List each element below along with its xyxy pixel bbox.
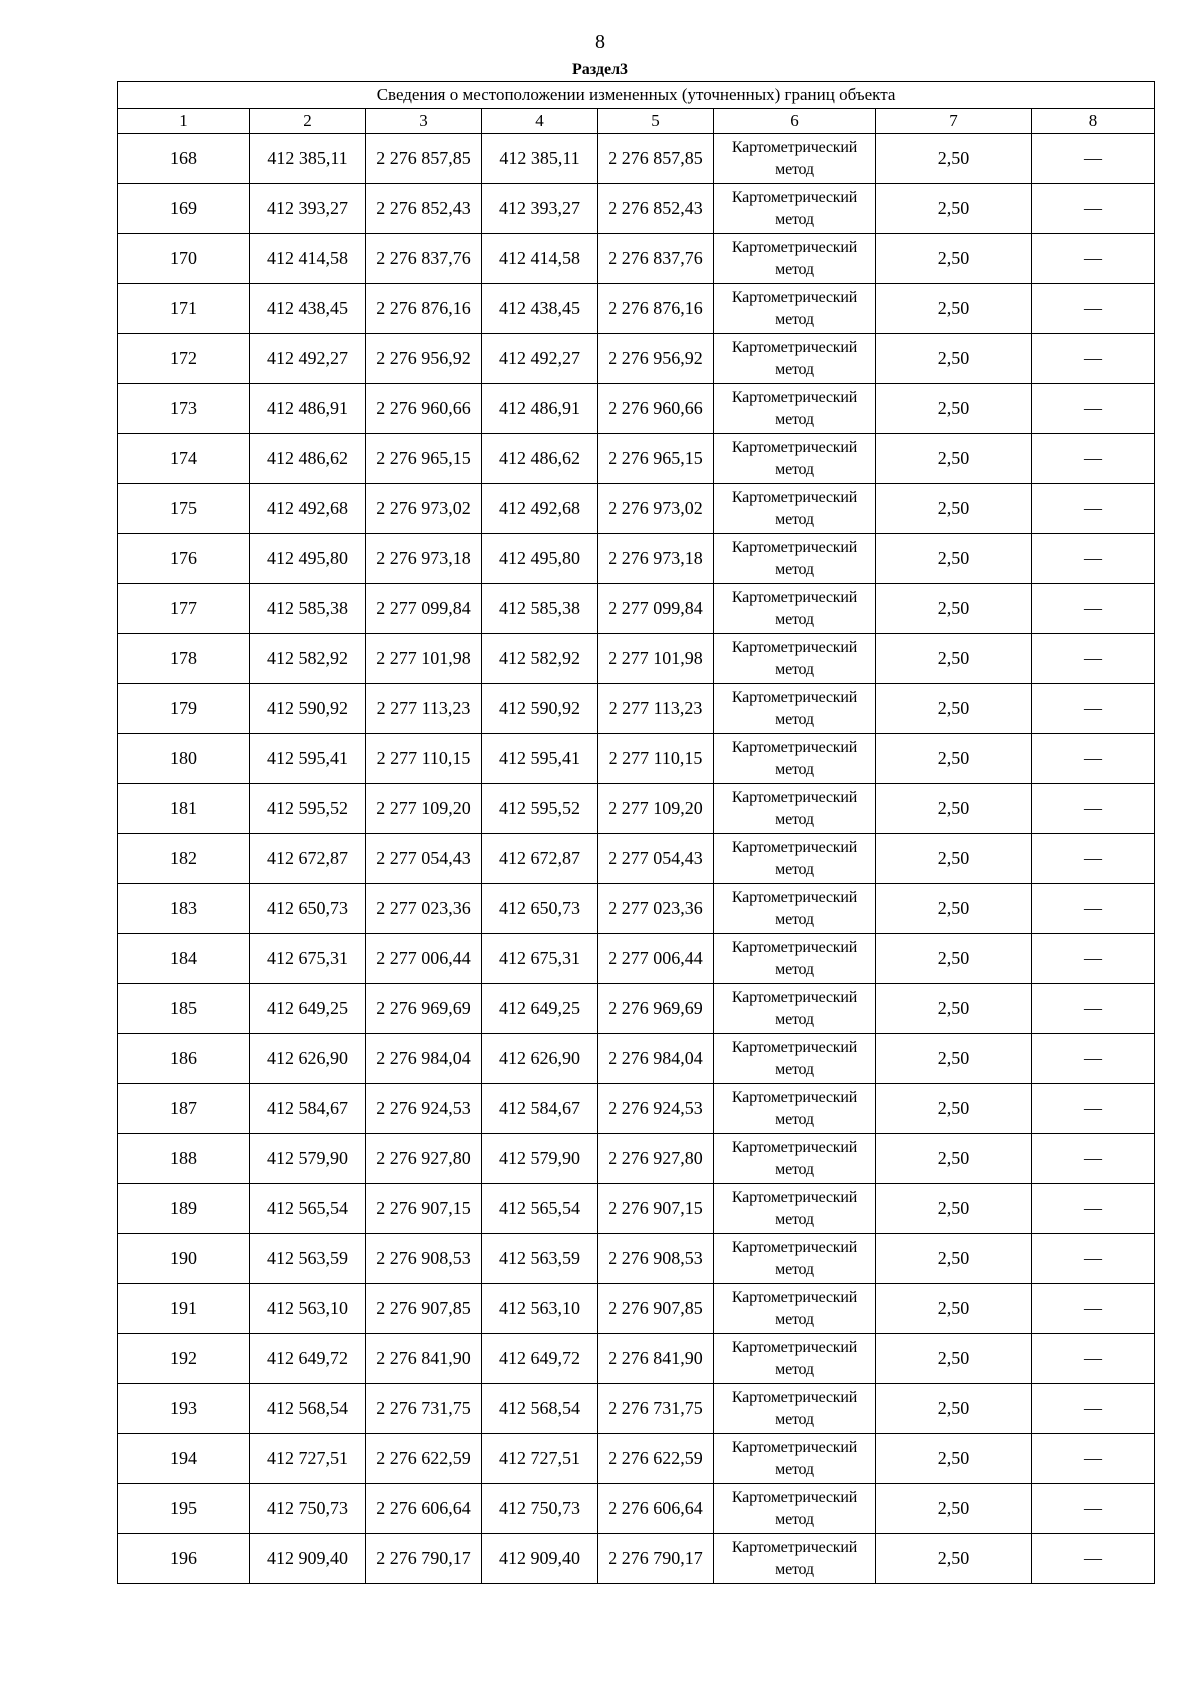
table-row bbox=[118, 384, 1155, 434]
column-number-cell: 2 bbox=[250, 109, 366, 134]
method-cell: Картометрический метод bbox=[714, 1334, 876, 1384]
description-cell: — bbox=[1032, 584, 1155, 634]
description-cell: — bbox=[1032, 1134, 1155, 1184]
point-number-cell: 191 bbox=[118, 1284, 250, 1334]
new-y-coordinate-cell: 2 277 099,84 bbox=[598, 584, 714, 634]
method-cell: Картометрический метод bbox=[714, 284, 876, 334]
new-y-coordinate-cell: 2 277 110,15 bbox=[598, 734, 714, 784]
table-row bbox=[118, 584, 1155, 634]
table-row bbox=[118, 1184, 1155, 1234]
new-x-coordinate-cell: 412 595,52 bbox=[482, 784, 598, 834]
new-y-coordinate-cell: 2 276 960,66 bbox=[598, 384, 714, 434]
point-number-cell: 189 bbox=[118, 1184, 250, 1234]
table-row bbox=[118, 334, 1155, 384]
method-cell: Картометрический метод bbox=[714, 1234, 876, 1284]
boundary-coordinates-table bbox=[117, 81, 1155, 1584]
y-coordinate-cell: 2 276 841,90 bbox=[366, 1334, 482, 1384]
point-number-cell: 176 bbox=[118, 534, 250, 584]
y-coordinate-cell: 2 276 927,80 bbox=[366, 1134, 482, 1184]
point-number-cell: 175 bbox=[118, 484, 250, 534]
x-coordinate-cell: 412 626,90 bbox=[250, 1034, 366, 1084]
column-number-cell: 5 bbox=[598, 109, 714, 134]
description-cell: — bbox=[1032, 234, 1155, 284]
column-number-cell: 4 bbox=[482, 109, 598, 134]
y-coordinate-cell: 2 276 984,04 bbox=[366, 1034, 482, 1084]
x-coordinate-cell: 412 438,45 bbox=[250, 284, 366, 334]
accuracy-cell: 2,50 bbox=[876, 334, 1032, 384]
method-cell: Картометрический метод bbox=[714, 184, 876, 234]
description-cell: — bbox=[1032, 534, 1155, 584]
new-x-coordinate-cell: 412 563,59 bbox=[482, 1234, 598, 1284]
table-row bbox=[118, 284, 1155, 334]
method-cell: Картометрический метод bbox=[714, 384, 876, 434]
table-title: Сведения о местоположении измененных (уточненных) границ объекта bbox=[118, 82, 1155, 109]
y-coordinate-cell: 2 276 837,76 bbox=[366, 234, 482, 284]
point-number-cell: 181 bbox=[118, 784, 250, 834]
y-coordinate-cell: 2 276 857,85 bbox=[366, 134, 482, 184]
point-number-cell: 173 bbox=[118, 384, 250, 434]
y-coordinate-cell: 2 276 876,16 bbox=[366, 284, 482, 334]
point-number-cell: 196 bbox=[118, 1534, 250, 1584]
y-coordinate-cell: 2 276 908,53 bbox=[366, 1234, 482, 1284]
y-coordinate-cell: 2 276 973,02 bbox=[366, 484, 482, 534]
point-number-cell: 172 bbox=[118, 334, 250, 384]
x-coordinate-cell: 412 486,91 bbox=[250, 384, 366, 434]
description-cell: — bbox=[1032, 184, 1155, 234]
new-x-coordinate-cell: 412 568,54 bbox=[482, 1384, 598, 1434]
point-number-cell: 187 bbox=[118, 1084, 250, 1134]
table-row bbox=[118, 634, 1155, 684]
new-y-coordinate-cell: 2 276 908,53 bbox=[598, 1234, 714, 1284]
new-y-coordinate-cell: 2 276 837,76 bbox=[598, 234, 714, 284]
description-cell: — bbox=[1032, 934, 1155, 984]
table-row bbox=[118, 1434, 1155, 1484]
description-cell: — bbox=[1032, 384, 1155, 434]
accuracy-cell: 2,50 bbox=[876, 1534, 1032, 1584]
table-row bbox=[118, 234, 1155, 284]
new-y-coordinate-cell: 2 276 956,92 bbox=[598, 334, 714, 384]
description-cell: — bbox=[1032, 1334, 1155, 1384]
new-y-coordinate-cell: 2 276 973,18 bbox=[598, 534, 714, 584]
description-cell: — bbox=[1032, 434, 1155, 484]
method-cell: Картометрический метод bbox=[714, 1034, 876, 1084]
point-number-cell: 186 bbox=[118, 1034, 250, 1084]
y-coordinate-cell: 2 276 973,18 bbox=[366, 534, 482, 584]
new-x-coordinate-cell: 412 649,72 bbox=[482, 1334, 598, 1384]
point-number-cell: 194 bbox=[118, 1434, 250, 1484]
y-coordinate-cell: 2 276 790,17 bbox=[366, 1534, 482, 1584]
point-number-cell: 180 bbox=[118, 734, 250, 784]
x-coordinate-cell: 412 595,41 bbox=[250, 734, 366, 784]
point-number-cell: 171 bbox=[118, 284, 250, 334]
accuracy-cell: 2,50 bbox=[876, 1084, 1032, 1134]
table-row bbox=[118, 484, 1155, 534]
description-cell: — bbox=[1032, 1384, 1155, 1434]
table-body bbox=[118, 134, 1155, 1584]
new-y-coordinate-cell: 2 276 965,15 bbox=[598, 434, 714, 484]
description-cell: — bbox=[1032, 984, 1155, 1034]
description-cell: — bbox=[1032, 884, 1155, 934]
accuracy-cell: 2,50 bbox=[876, 834, 1032, 884]
point-number-cell: 170 bbox=[118, 234, 250, 284]
point-number-cell: 195 bbox=[118, 1484, 250, 1534]
accuracy-cell: 2,50 bbox=[876, 784, 1032, 834]
method-cell: Картометрический метод bbox=[714, 484, 876, 534]
y-coordinate-cell: 2 276 852,43 bbox=[366, 184, 482, 234]
y-coordinate-cell: 2 277 109,20 bbox=[366, 784, 482, 834]
point-number-cell: 168 bbox=[118, 134, 250, 184]
new-y-coordinate-cell: 2 276 907,85 bbox=[598, 1284, 714, 1334]
new-x-coordinate-cell: 412 492,27 bbox=[482, 334, 598, 384]
section-title: Раздел3 bbox=[571, 61, 629, 78]
method-cell: Картометрический метод bbox=[714, 834, 876, 884]
accuracy-cell: 2,50 bbox=[876, 434, 1032, 484]
y-coordinate-cell: 2 277 110,15 bbox=[366, 734, 482, 784]
point-number-cell: 190 bbox=[118, 1234, 250, 1284]
new-y-coordinate-cell: 2 276 731,75 bbox=[598, 1384, 714, 1434]
accuracy-cell: 2,50 bbox=[876, 884, 1032, 934]
description-cell: — bbox=[1032, 1434, 1155, 1484]
x-coordinate-cell: 412 649,25 bbox=[250, 984, 366, 1034]
x-coordinate-cell: 412 414,58 bbox=[250, 234, 366, 284]
accuracy-cell: 2,50 bbox=[876, 184, 1032, 234]
new-x-coordinate-cell: 412 727,51 bbox=[482, 1434, 598, 1484]
method-cell: Картометрический метод bbox=[714, 634, 876, 684]
table-row bbox=[118, 684, 1155, 734]
y-coordinate-cell: 2 276 956,92 bbox=[366, 334, 482, 384]
table-row bbox=[118, 1534, 1155, 1584]
x-coordinate-cell: 412 492,68 bbox=[250, 484, 366, 534]
y-coordinate-cell: 2 277 054,43 bbox=[366, 834, 482, 884]
accuracy-cell: 2,50 bbox=[876, 734, 1032, 784]
table-row bbox=[118, 1284, 1155, 1334]
y-coordinate-cell: 2 276 731,75 bbox=[366, 1384, 482, 1434]
new-y-coordinate-cell: 2 277 101,98 bbox=[598, 634, 714, 684]
y-coordinate-cell: 2 277 101,98 bbox=[366, 634, 482, 684]
new-y-coordinate-cell: 2 276 841,90 bbox=[598, 1334, 714, 1384]
x-coordinate-cell: 412 649,72 bbox=[250, 1334, 366, 1384]
table-row bbox=[118, 134, 1155, 184]
table-row bbox=[118, 1484, 1155, 1534]
table-row bbox=[118, 734, 1155, 784]
point-number-cell: 179 bbox=[118, 684, 250, 734]
y-coordinate-cell: 2 276 969,69 bbox=[366, 984, 482, 1034]
accuracy-cell: 2,50 bbox=[876, 684, 1032, 734]
column-number-cell: 3 bbox=[366, 109, 482, 134]
method-cell: Картометрический метод bbox=[714, 934, 876, 984]
description-cell: — bbox=[1032, 834, 1155, 884]
accuracy-cell: 2,50 bbox=[876, 534, 1032, 584]
point-number-cell: 184 bbox=[118, 934, 250, 984]
column-number-cell: 6 bbox=[714, 109, 876, 134]
method-cell: Картометрический метод bbox=[714, 134, 876, 184]
point-number-cell: 188 bbox=[118, 1134, 250, 1184]
description-cell: — bbox=[1032, 1234, 1155, 1284]
accuracy-cell: 2,50 bbox=[876, 234, 1032, 284]
point-number-cell: 174 bbox=[118, 434, 250, 484]
new-y-coordinate-cell: 2 277 023,36 bbox=[598, 884, 714, 934]
new-x-coordinate-cell: 412 565,54 bbox=[482, 1184, 598, 1234]
description-cell: — bbox=[1032, 334, 1155, 384]
method-cell: Картометрический метод bbox=[714, 584, 876, 634]
accuracy-cell: 2,50 bbox=[876, 134, 1032, 184]
method-cell: Картометрический метод bbox=[714, 1284, 876, 1334]
y-coordinate-cell: 2 276 907,15 bbox=[366, 1184, 482, 1234]
x-coordinate-cell: 412 393,27 bbox=[250, 184, 366, 234]
column-number-cell: 7 bbox=[876, 109, 1032, 134]
method-cell: Картометрический метод bbox=[714, 334, 876, 384]
new-y-coordinate-cell: 2 277 006,44 bbox=[598, 934, 714, 984]
method-cell: Картометрический метод bbox=[714, 1534, 876, 1584]
new-x-coordinate-cell: 412 579,90 bbox=[482, 1134, 598, 1184]
method-cell: Картометрический метод bbox=[714, 534, 876, 584]
x-coordinate-cell: 412 565,54 bbox=[250, 1184, 366, 1234]
new-y-coordinate-cell: 2 276 852,43 bbox=[598, 184, 714, 234]
new-x-coordinate-cell: 412 626,90 bbox=[482, 1034, 598, 1084]
new-y-coordinate-cell: 2 276 857,85 bbox=[598, 134, 714, 184]
new-x-coordinate-cell: 412 414,58 bbox=[482, 234, 598, 284]
x-coordinate-cell: 412 584,67 bbox=[250, 1084, 366, 1134]
x-coordinate-cell: 412 590,92 bbox=[250, 684, 366, 734]
point-number-cell: 185 bbox=[118, 984, 250, 1034]
table-row bbox=[118, 934, 1155, 984]
new-x-coordinate-cell: 412 486,91 bbox=[482, 384, 598, 434]
point-number-cell: 183 bbox=[118, 884, 250, 934]
table-row bbox=[118, 984, 1155, 1034]
x-coordinate-cell: 412 582,92 bbox=[250, 634, 366, 684]
method-cell: Картометрический метод bbox=[714, 1084, 876, 1134]
description-cell: — bbox=[1032, 684, 1155, 734]
y-coordinate-cell: 2 276 965,15 bbox=[366, 434, 482, 484]
accuracy-cell: 2,50 bbox=[876, 1484, 1032, 1534]
point-number-cell: 177 bbox=[118, 584, 250, 634]
x-coordinate-cell: 412 727,51 bbox=[250, 1434, 366, 1484]
y-coordinate-cell: 2 276 960,66 bbox=[366, 384, 482, 434]
table-row bbox=[118, 1134, 1155, 1184]
new-x-coordinate-cell: 412 495,80 bbox=[482, 534, 598, 584]
new-x-coordinate-cell: 412 675,31 bbox=[482, 934, 598, 984]
table-row bbox=[118, 1034, 1155, 1084]
method-cell: Картометрический метод bbox=[714, 684, 876, 734]
accuracy-cell: 2,50 bbox=[876, 1434, 1032, 1484]
new-x-coordinate-cell: 412 584,67 bbox=[482, 1084, 598, 1134]
new-x-coordinate-cell: 412 486,62 bbox=[482, 434, 598, 484]
accuracy-cell: 2,50 bbox=[876, 1034, 1032, 1084]
method-cell: Картометрический метод bbox=[714, 1384, 876, 1434]
accuracy-cell: 2,50 bbox=[876, 1334, 1032, 1384]
method-cell: Картометрический метод bbox=[714, 784, 876, 834]
new-x-coordinate-cell: 412 438,45 bbox=[482, 284, 598, 334]
x-coordinate-cell: 412 650,73 bbox=[250, 884, 366, 934]
table-row bbox=[118, 784, 1155, 834]
new-x-coordinate-cell: 412 595,41 bbox=[482, 734, 598, 784]
y-coordinate-cell: 2 277 023,36 bbox=[366, 884, 482, 934]
y-coordinate-cell: 2 276 907,85 bbox=[366, 1284, 482, 1334]
accuracy-cell: 2,50 bbox=[876, 984, 1032, 1034]
new-x-coordinate-cell: 412 672,87 bbox=[482, 834, 598, 884]
new-y-coordinate-cell: 2 276 973,02 bbox=[598, 484, 714, 534]
method-cell: Картометрический метод bbox=[714, 1484, 876, 1534]
x-coordinate-cell: 412 579,90 bbox=[250, 1134, 366, 1184]
accuracy-cell: 2,50 bbox=[876, 484, 1032, 534]
x-coordinate-cell: 412 750,73 bbox=[250, 1484, 366, 1534]
accuracy-cell: 2,50 bbox=[876, 1234, 1032, 1284]
method-cell: Картометрический метод bbox=[714, 984, 876, 1034]
table-row bbox=[118, 1384, 1155, 1434]
new-y-coordinate-cell: 2 276 907,15 bbox=[598, 1184, 714, 1234]
method-cell: Картометрический метод bbox=[714, 734, 876, 784]
table-row bbox=[118, 884, 1155, 934]
new-y-coordinate-cell: 2 276 790,17 bbox=[598, 1534, 714, 1584]
description-cell: — bbox=[1032, 1184, 1155, 1234]
x-coordinate-cell: 412 486,62 bbox=[250, 434, 366, 484]
new-x-coordinate-cell: 412 582,92 bbox=[482, 634, 598, 684]
accuracy-cell: 2,50 bbox=[876, 284, 1032, 334]
accuracy-cell: 2,50 bbox=[876, 1134, 1032, 1184]
table-row bbox=[118, 1234, 1155, 1284]
method-cell: Картометрический метод bbox=[714, 1434, 876, 1484]
description-cell: — bbox=[1032, 1284, 1155, 1334]
x-coordinate-cell: 412 495,80 bbox=[250, 534, 366, 584]
y-coordinate-cell: 2 277 099,84 bbox=[366, 584, 482, 634]
description-cell: — bbox=[1032, 1034, 1155, 1084]
new-x-coordinate-cell: 412 649,25 bbox=[482, 984, 598, 1034]
new-x-coordinate-cell: 412 563,10 bbox=[482, 1284, 598, 1334]
column-number-row bbox=[118, 109, 1155, 134]
description-cell: — bbox=[1032, 284, 1155, 334]
accuracy-cell: 2,50 bbox=[876, 384, 1032, 434]
x-coordinate-cell: 412 563,59 bbox=[250, 1234, 366, 1284]
page-number: 8 bbox=[595, 31, 605, 53]
x-coordinate-cell: 412 909,40 bbox=[250, 1534, 366, 1584]
x-coordinate-cell: 412 563,10 bbox=[250, 1284, 366, 1334]
description-cell: — bbox=[1032, 484, 1155, 534]
method-cell: Картометрический метод bbox=[714, 234, 876, 284]
new-x-coordinate-cell: 412 590,92 bbox=[482, 684, 598, 734]
new-x-coordinate-cell: 412 585,38 bbox=[482, 584, 598, 634]
new-y-coordinate-cell: 2 277 109,20 bbox=[598, 784, 714, 834]
new-y-coordinate-cell: 2 276 927,80 bbox=[598, 1134, 714, 1184]
table-row bbox=[118, 834, 1155, 884]
new-x-coordinate-cell: 412 750,73 bbox=[482, 1484, 598, 1534]
accuracy-cell: 2,50 bbox=[876, 634, 1032, 684]
description-cell: — bbox=[1032, 1484, 1155, 1534]
description-cell: — bbox=[1032, 1534, 1155, 1584]
y-coordinate-cell: 2 276 622,59 bbox=[366, 1434, 482, 1484]
new-x-coordinate-cell: 412 385,11 bbox=[482, 134, 598, 184]
new-y-coordinate-cell: 2 276 622,59 bbox=[598, 1434, 714, 1484]
description-cell: — bbox=[1032, 734, 1155, 784]
point-number-cell: 178 bbox=[118, 634, 250, 684]
table-row bbox=[118, 434, 1155, 484]
x-coordinate-cell: 412 595,52 bbox=[250, 784, 366, 834]
method-cell: Картометрический метод bbox=[714, 1184, 876, 1234]
table-row bbox=[118, 534, 1155, 584]
new-y-coordinate-cell: 2 277 054,43 bbox=[598, 834, 714, 884]
new-y-coordinate-cell: 2 276 876,16 bbox=[598, 284, 714, 334]
new-y-coordinate-cell: 2 276 924,53 bbox=[598, 1084, 714, 1134]
new-x-coordinate-cell: 412 492,68 bbox=[482, 484, 598, 534]
column-number-cell: 1 bbox=[118, 109, 250, 134]
description-cell: — bbox=[1032, 1084, 1155, 1134]
method-cell: Картометрический метод bbox=[714, 1134, 876, 1184]
new-y-coordinate-cell: 2 277 113,23 bbox=[598, 684, 714, 734]
x-coordinate-cell: 412 385,11 bbox=[250, 134, 366, 184]
new-x-coordinate-cell: 412 650,73 bbox=[482, 884, 598, 934]
description-cell: — bbox=[1032, 784, 1155, 834]
accuracy-cell: 2,50 bbox=[876, 934, 1032, 984]
description-cell: — bbox=[1032, 634, 1155, 684]
new-x-coordinate-cell: 412 909,40 bbox=[482, 1534, 598, 1584]
y-coordinate-cell: 2 276 924,53 bbox=[366, 1084, 482, 1134]
method-cell: Картометрический метод bbox=[714, 434, 876, 484]
point-number-cell: 193 bbox=[118, 1384, 250, 1434]
x-coordinate-cell: 412 585,38 bbox=[250, 584, 366, 634]
new-y-coordinate-cell: 2 276 606,64 bbox=[598, 1484, 714, 1534]
description-cell: — bbox=[1032, 134, 1155, 184]
y-coordinate-cell: 2 276 606,64 bbox=[366, 1484, 482, 1534]
table-row bbox=[118, 184, 1155, 234]
x-coordinate-cell: 412 492,27 bbox=[250, 334, 366, 384]
point-number-cell: 182 bbox=[118, 834, 250, 884]
point-number-cell: 192 bbox=[118, 1334, 250, 1384]
x-coordinate-cell: 412 675,31 bbox=[250, 934, 366, 984]
accuracy-cell: 2,50 bbox=[876, 1184, 1032, 1234]
new-y-coordinate-cell: 2 276 969,69 bbox=[598, 984, 714, 1034]
method-cell: Картометрический метод bbox=[714, 884, 876, 934]
new-x-coordinate-cell: 412 393,27 bbox=[482, 184, 598, 234]
accuracy-cell: 2,50 bbox=[876, 1384, 1032, 1434]
table-row bbox=[118, 1084, 1155, 1134]
accuracy-cell: 2,50 bbox=[876, 584, 1032, 634]
accuracy-cell: 2,50 bbox=[876, 1284, 1032, 1334]
table-row bbox=[118, 1334, 1155, 1384]
x-coordinate-cell: 412 568,54 bbox=[250, 1384, 366, 1434]
y-coordinate-cell: 2 277 006,44 bbox=[366, 934, 482, 984]
y-coordinate-cell: 2 277 113,23 bbox=[366, 684, 482, 734]
new-y-coordinate-cell: 2 276 984,04 bbox=[598, 1034, 714, 1084]
point-number-cell: 169 bbox=[118, 184, 250, 234]
column-number-cell: 8 bbox=[1032, 109, 1155, 134]
x-coordinate-cell: 412 672,87 bbox=[250, 834, 366, 884]
